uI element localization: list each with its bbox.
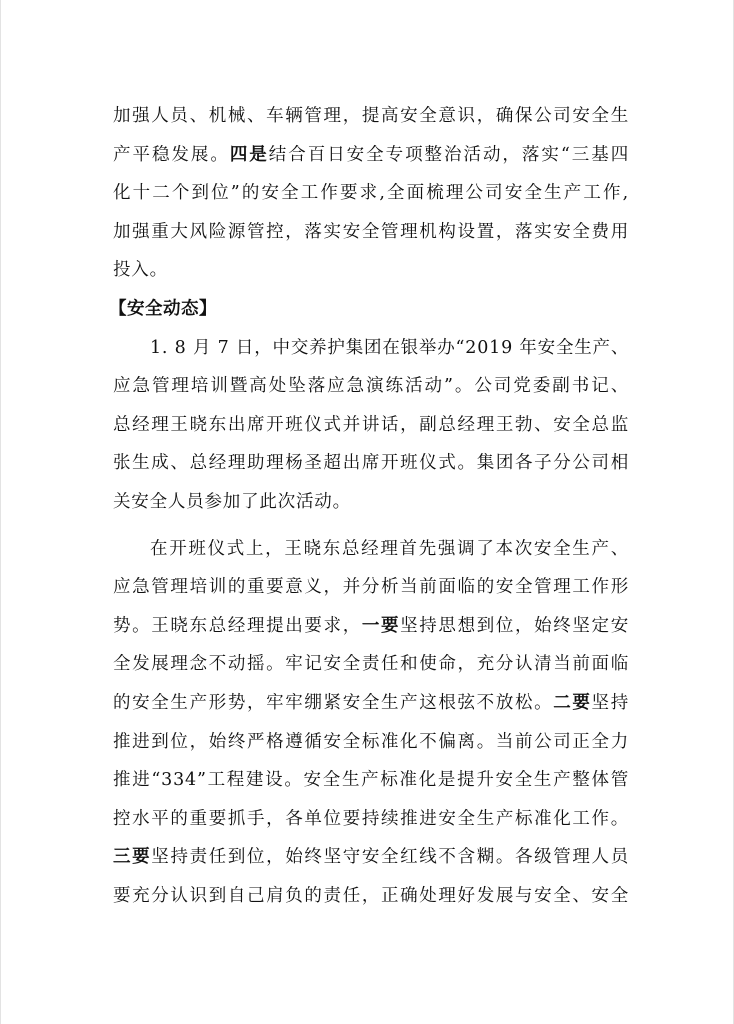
text-run: 结合百日安全专项整治活动，落实“三基四 (268, 144, 629, 165)
text-line: 应急管理培训暨高处坠落应急演练活动”。公司党委副书记、 (113, 376, 629, 397)
text-run: 坚持责任到位，始终坚守安全红线不含糊。各级管理人员 (151, 847, 630, 868)
news-paragraph-2 (113, 530, 629, 916)
text-line: 推进“334”工程建设。安全生产标准化是提升安全生产整体管 (113, 770, 629, 791)
paragraph-spacer (113, 522, 629, 530)
text-line: 应急管理培训的重要意义，并分析当前面临的安全管理工作形 (113, 577, 629, 598)
text-line (113, 607, 629, 646)
text-line (113, 684, 629, 723)
section-heading: 【安全动态】 (109, 298, 217, 319)
text-line (113, 838, 629, 877)
document-body (109, 97, 630, 915)
bold-keyword: 一要 (361, 615, 401, 636)
text-run: 势。王晓东总经理提出要求， (113, 615, 362, 636)
bold-keyword: 二要 (553, 692, 592, 713)
text-line: 关安全人员参加了此次活动。 (113, 491, 351, 512)
text-line (113, 136, 629, 175)
intro-paragraph (113, 97, 629, 290)
text-line: 张生成、总经理助理杨圣超出席开班仪式。集团各子分公司相 (113, 453, 629, 474)
text-line: 化十二个到位”的安全工作要求,全面梳理公司安全生产工作, (113, 183, 629, 204)
text-line: 加强人员、机械、车辆管理，提高安全意识，确保公司安全生 (113, 106, 629, 126)
text-line: 1. 8 月 7 日，中交养护集团在银举办“2019 年安全生产、 (150, 337, 630, 358)
text-line: 控水平的重要抓手，各单位要持续推进安全生产标准化工作。 (113, 808, 629, 829)
bold-keyword: 四是 (229, 144, 269, 165)
text-run: 的安全生产形势，牢牢绷紧安全生产这根弦不放松。 (113, 692, 554, 713)
text-run: 坚持思想到位，始终坚定安 (400, 615, 629, 636)
text-line: 要充分认识到自己肩负的责任，正确处理好发展与安全、安全 (113, 885, 629, 906)
text-line: 在开班仪式上，王晓东总经理首先强调了本次安全生产、 (150, 538, 629, 559)
text-line: 总经理王晓东出席开班仪式并讲话，副总经理王勃、安全总监 (113, 414, 629, 435)
text-line: 投入。 (113, 260, 168, 281)
news-paragraph-1 (113, 329, 629, 522)
text-line: 全发展理念不动摇。牢记安全责任和使命，充分认清当前面临 (113, 654, 629, 675)
text-run: 坚持 (591, 692, 629, 713)
text-line: 推进到位，始终严格遵循安全标准化不偏离。当前公司正全力 (113, 731, 629, 752)
bold-keyword: 三要 (113, 847, 152, 868)
text-line: 加强重大风险源管控，落实安全管理机构设置，落实安全费用 (113, 221, 629, 242)
text-run: 产平稳发展。 (113, 144, 230, 165)
